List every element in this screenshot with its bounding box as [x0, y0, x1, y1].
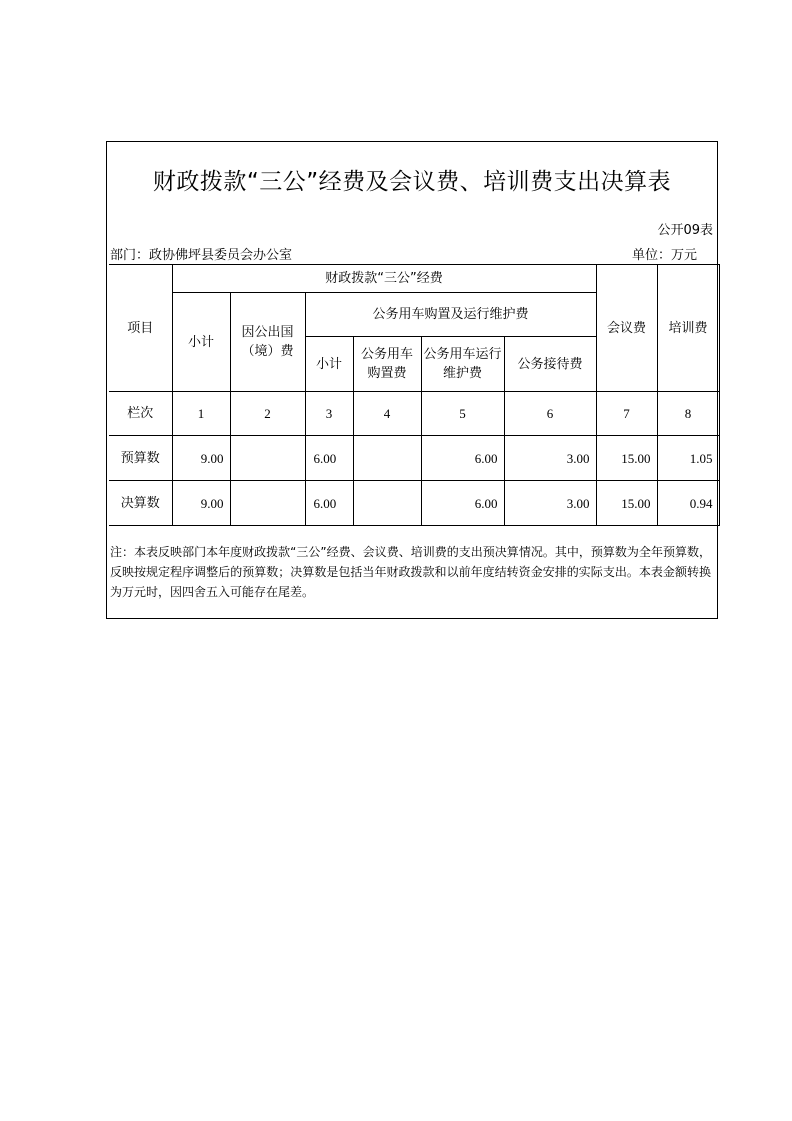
cell-training: 1.05	[657, 436, 719, 481]
expenditure-table	[109, 264, 720, 526]
header-vehicle-group: 公务用车购置及运行维护费	[305, 293, 596, 337]
header-training: 培训费	[657, 265, 719, 392]
cell-abroad	[230, 436, 305, 481]
report-title: 财政拨款“三公”经费及会议费、培训费支出决算表	[152, 169, 672, 195]
cell-vehicle-operation: 6.00	[421, 481, 504, 526]
table-row	[109, 481, 719, 526]
header-vehicle-subtotal: 小计	[305, 337, 353, 392]
header-three-public-group: 财政拨款“三公”经费	[172, 265, 596, 293]
cell-reception: 3.00	[504, 481, 596, 526]
column-number: 5	[421, 392, 504, 436]
cell-vehicle-purchase	[353, 436, 421, 481]
department-label: 部门：政协佛坪县委员会办公室	[110, 248, 293, 263]
column-number: 4	[353, 392, 421, 436]
cell-meeting: 15.00	[596, 436, 657, 481]
header-reception: 公务接待费	[504, 337, 596, 392]
column-number: 1	[172, 392, 230, 436]
cell-subtotal: 9.00	[172, 481, 230, 526]
cell-abroad	[230, 481, 305, 526]
column-number: 6	[504, 392, 596, 436]
header-abroad: 因公出国（境）费	[230, 293, 305, 392]
row-label-budget: 预算数	[109, 436, 172, 481]
cell-reception: 3.00	[504, 436, 596, 481]
table-code: 公开09表	[657, 223, 713, 238]
table-row	[109, 436, 719, 481]
cell-vehicle-operation: 6.00	[421, 436, 504, 481]
header-meeting: 会议费	[596, 265, 657, 392]
cell-vehicle-subtotal: 6.00	[305, 481, 353, 526]
header-vehicle-operation: 公务用车运行维护费	[421, 337, 504, 392]
row-label-final: 决算数	[109, 481, 172, 526]
cell-subtotal: 9.00	[172, 436, 230, 481]
cell-training: 0.94	[657, 481, 719, 526]
cell-vehicle-subtotal: 6.00	[305, 436, 353, 481]
footnote: 注：本表反映部门本年度财政拨款“三公”经费、会议费、培训费的支出预决算情况。其中，预算数为全年预算数，反映按规定程序调整后的预算数；决算数是包括当年财政拨款和以前年度结转资金安排的实际支出。本表金额转换为万元时，因四舍五入可能存在尾差。	[110, 545, 711, 599]
header-vehicle-purchase: 公务用车购置费	[353, 337, 421, 392]
cell-vehicle-purchase	[353, 481, 421, 526]
header-item: 项目	[109, 265, 172, 392]
report-frame	[106, 141, 718, 619]
column-number: 7	[596, 392, 657, 436]
column-number: 3	[305, 392, 353, 436]
column-number: 2	[230, 392, 305, 436]
column-row-label: 栏次	[109, 392, 172, 436]
column-number: 8	[657, 392, 719, 436]
cell-meeting: 15.00	[596, 481, 657, 526]
unit-label: 单位：万元	[631, 248, 697, 263]
header-subtotal: 小计	[172, 293, 230, 392]
